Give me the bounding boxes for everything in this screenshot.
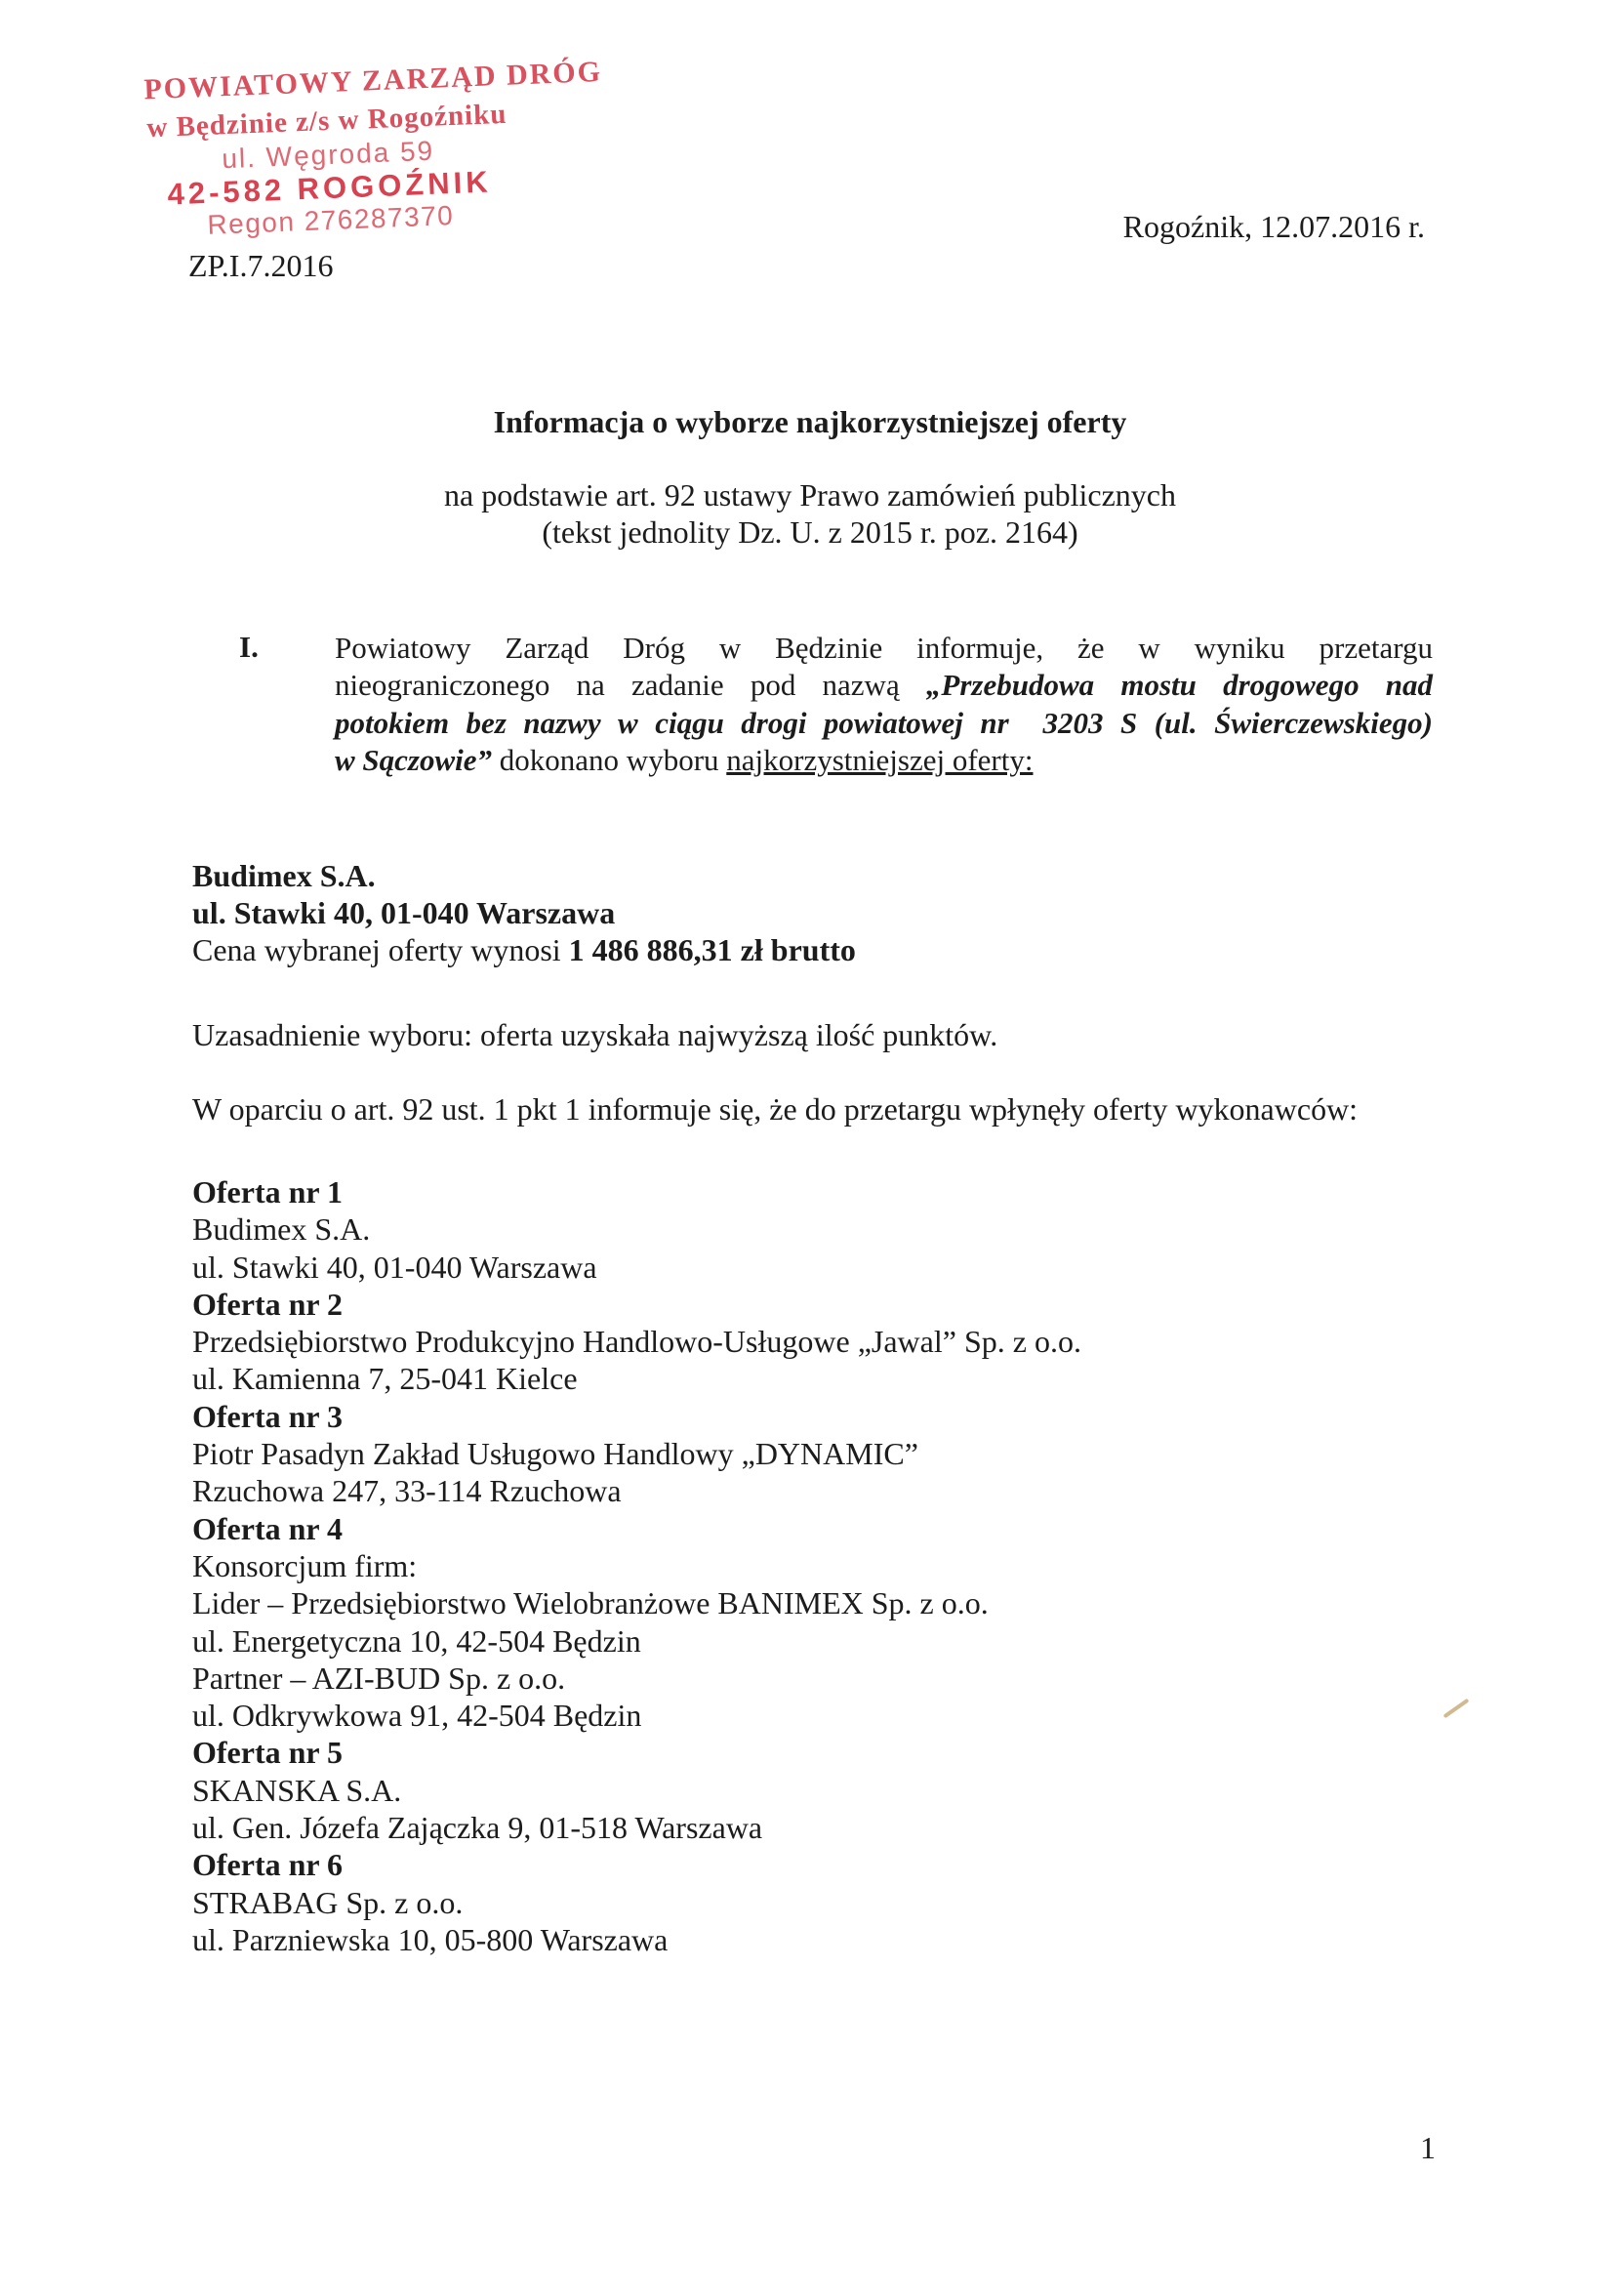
section-numeral: I. (239, 630, 259, 664)
place-and-date: Rogoźnik, 12.07.2016 r. (1122, 209, 1425, 244)
offer-label: Oferta nr 6 (192, 1847, 344, 1883)
project-name-emphasis: potokiem bez nazwy w ciągu drogi powiatowej nr 3203 S (ul. Świerczewskiego) (335, 705, 1433, 740)
offer-line: Konsorcjum firm: (192, 1547, 418, 1583)
offer-line: ul. Parzniewska 10, 05-800 Warszawa (192, 1921, 669, 1957)
paragraph-line: Powiatowy Zarząd Dróg w Będzinie informuje, że w wyniku przetargu (335, 631, 1433, 665)
offer-line: Rzuchowa 247, 33-114 Rzuchowa (192, 1473, 622, 1509)
offer-label: Oferta nr 5 (192, 1735, 344, 1771)
document-subtitle (188, 476, 1432, 551)
offer-line: SKANSKA S.A. (192, 1772, 402, 1808)
stamp-street: ul. Węgroda 59 (221, 135, 435, 175)
winner-price-value: 1 486 886,31 zł brutto (568, 932, 856, 968)
offer-line: ul. Odkrywkowa 91, 42-504 Będzin (192, 1698, 642, 1734)
offer-label: Oferta nr 1 (192, 1174, 344, 1210)
offer-line: Budimex S.A. (192, 1211, 371, 1248)
paragraph-line: nieograniczonego na zadanie pod nazwą „Przebudowa mostu drogowego nad (335, 668, 1434, 703)
justification-text: Uzasadnienie wyboru: oferta uzyskała najwyższą ilość punktów. (192, 1017, 998, 1052)
project-name-emphasis: w Sączowie” (335, 742, 493, 777)
stamp-postal-city: 42-582 ROGOŹNIK (166, 164, 493, 212)
best-offer-underlined: najkorzystniejszej oferty: (726, 742, 1034, 777)
offer-line: ul. Stawki 40, 01-040 Warszawa (192, 1249, 597, 1285)
winner-address: ul. Stawki 40, 01-040 Warszawa (192, 895, 616, 931)
offer-line: ul. Gen. Józefa Zajączka 9, 01-518 Warszawa (192, 1810, 763, 1846)
stamp-organization-name: POWIATOWY ZARZĄD DRÓG (142, 55, 603, 106)
section-paragraph (335, 630, 1433, 779)
official-stamp (142, 55, 603, 242)
stamp-organization-location: w Będzinie z/s w Rogoźniku (145, 98, 508, 144)
project-name-emphasis: „Przebudowa mostu drogowego nad (925, 668, 1434, 703)
offer-label: Oferta nr 2 (192, 1286, 344, 1322)
paragraph-line (335, 705, 1433, 742)
offer-line: STRABAG Sp. z o.o. (192, 1884, 464, 1920)
reference-number: ZP.I.7.2016 (188, 248, 334, 283)
offer-line: Lider – Przedsiębiorstwo Wielobranżowe BANIMEX Sp. z o.o. (192, 1585, 989, 1621)
offer-line: ul. Kamienna 7, 25-041 Kielce (192, 1361, 578, 1397)
subtitle-legal-basis: na podstawie art. 92 ustawy Prawo zamówień publicznych (443, 477, 1176, 512)
offer-label: Oferta nr 4 (192, 1510, 344, 1546)
winner-price-line: Cena wybranej oferty wynosi 1 486 886,31 zł brutto (192, 932, 856, 968)
subtitle-legal-reference: (tekst jednolity Dz. U. z 2015 r. poz. 2164) (542, 514, 1078, 550)
pen-mark-artifact (1443, 1699, 1470, 1718)
document-title: Informacja o wyborze najkorzystniejszej oferty (493, 404, 1127, 439)
offer-line: Partner – AZI-BUD Sp. z o.o. (192, 1660, 566, 1696)
offer-line: Piotr Pasadyn Zakład Usługowo Handlowy „DYNAMIC” (192, 1436, 918, 1472)
paragraph-line: w Sączowie” dokonano wyboru najkorzystniejszej oferty: (335, 742, 1034, 777)
stamp-regon: Regon 276287370 (206, 199, 455, 240)
page-number: 1 (1420, 2130, 1436, 2165)
offer-label: Oferta nr 3 (192, 1398, 344, 1434)
offers-list (192, 1173, 1081, 1958)
offers-intro-text: W oparciu o art. 92 ust. 1 pkt 1 informuje się, że do przetargu wpłynęły oferty wykonawców: (192, 1091, 1359, 1127)
offer-line: Przedsiębiorstwo Produkcyjno Handlowo-Usługowe „Jawal” Sp. z o.o. (192, 1324, 1081, 1360)
winning-bidder-block (192, 857, 856, 969)
winner-name: Budimex S.A. (192, 858, 376, 893)
offer-line: ul. Energetyczna 10, 42-504 Będzin (192, 1622, 641, 1659)
